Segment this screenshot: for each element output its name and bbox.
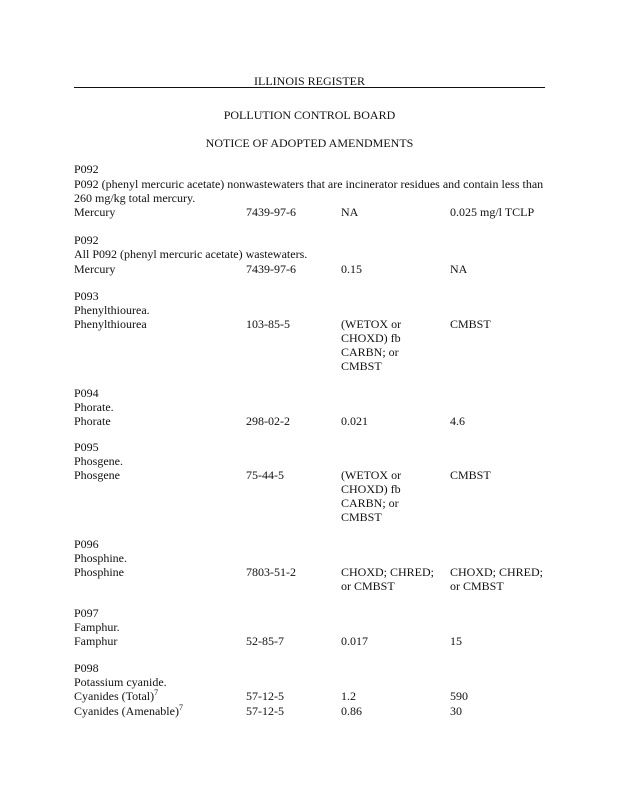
wastewater-standard: 0.017 — [341, 634, 368, 648]
wastewater-standard-line: CHOXD) fb — [341, 331, 401, 345]
wastewater-standard-line: CMBST — [341, 359, 382, 373]
entry-code: P092 — [74, 233, 99, 247]
entry-description: Phosgene. — [74, 454, 123, 468]
nonwastewater-standard: 15 — [450, 634, 462, 648]
entry-description: P092 (phenyl mercuric acetate) nonwastewaters that are incinerator residues and contain less than 260 mg/kg total mercury. — [74, 177, 544, 205]
entry-code: P097 — [74, 606, 99, 620]
footnote-marker: 7 — [178, 703, 183, 712]
nonwastewater-standard-line: CHOXD; CHRED; — [450, 565, 544, 579]
wastewater-standard-line: (WETOX or — [341, 468, 402, 482]
entry-description: Famphur. — [74, 620, 120, 634]
entry-description: Phorate. — [74, 400, 114, 414]
constituent-name: Mercury — [74, 205, 116, 219]
nonwastewater-standard: 0.025 mg/l TCLP — [450, 205, 535, 219]
wastewater-standard: 0.021 — [341, 414, 368, 428]
constituent-name: Phorate — [74, 414, 111, 428]
constituent-name: Cyanides (Amenable)$^7$ — [74, 703, 183, 718]
cas-number: 298-02-2 — [246, 414, 290, 428]
nonwastewater-standard: NA — [450, 262, 468, 276]
notice-title: NOTICE OF ADOPTED AMENDMENTS — [205, 136, 414, 150]
wastewater-standard-line: or CMBST — [341, 579, 395, 593]
entry-description: All P092 (phenyl mercuric acetate) wastewaters. — [74, 247, 308, 261]
wastewater-standard: 0.15 — [341, 262, 362, 276]
entry-description: Phosphine. — [74, 551, 128, 565]
entry-code: P096 — [74, 537, 99, 551]
register-title: ILLINOIS REGISTER — [254, 74, 365, 88]
wastewater-standard-line: CARBN; or — [341, 496, 399, 510]
cas-number: 57-12-5 — [246, 704, 284, 718]
nonwastewater-standard-line: or CMBST — [450, 579, 504, 593]
entry-code: P092 — [74, 162, 99, 176]
constituent-name: Phosphine — [74, 565, 125, 579]
entry-code: P093 — [74, 289, 99, 303]
constituent-name: Mercury — [74, 262, 116, 276]
entry-code: P095 — [74, 440, 99, 454]
nonwastewater-standard: CMBST — [450, 468, 491, 482]
nonwastewater-standard: 4.6 — [450, 414, 465, 428]
entry-description: Potassium cyanide. — [74, 675, 167, 689]
wastewater-standard: 0.86 — [341, 704, 362, 718]
wastewater-standard: NA — [341, 205, 359, 219]
nonwastewater-standard: 590 — [450, 689, 468, 703]
wastewater-standard-line: CMBST — [341, 510, 382, 524]
wastewater-standard: 1.2 — [341, 689, 356, 703]
cas-number: 7439-97-6 — [246, 262, 296, 276]
wastewater-standard-line: CARBN; or — [341, 345, 399, 359]
wastewater-standard-line: CHOXD; CHRED; — [341, 565, 435, 579]
constituent-name: Phenylthiourea — [74, 317, 147, 331]
wastewater-standard-line: CHOXD) fb — [341, 482, 401, 496]
nonwastewater-standard: CMBST — [450, 317, 491, 331]
entry-code: P098 — [74, 661, 99, 675]
cas-number: 57-12-5 — [246, 689, 284, 703]
wastewater-standard-line: (WETOX or — [341, 317, 402, 331]
constituent-name: Cyanides (Total)$^7$ — [74, 688, 159, 703]
cas-number: 7803-51-2 — [246, 565, 296, 579]
cas-number: 52-85-7 — [246, 634, 284, 648]
nonwastewater-standard: 30 — [450, 704, 462, 718]
entry-description: Phenylthiourea. — [74, 303, 150, 317]
cas-number: 75-44-5 — [246, 468, 284, 482]
constituent-name: Famphur — [74, 634, 118, 648]
board-title: POLLUTION CONTROL BOARD — [223, 108, 396, 122]
cas-number: 103-85-5 — [246, 317, 290, 331]
cas-number: 7439-97-6 — [246, 205, 296, 219]
constituent-name: Phosgene — [74, 468, 120, 482]
entry-code: P094 — [74, 386, 99, 400]
footnote-marker: 7 — [154, 688, 159, 697]
